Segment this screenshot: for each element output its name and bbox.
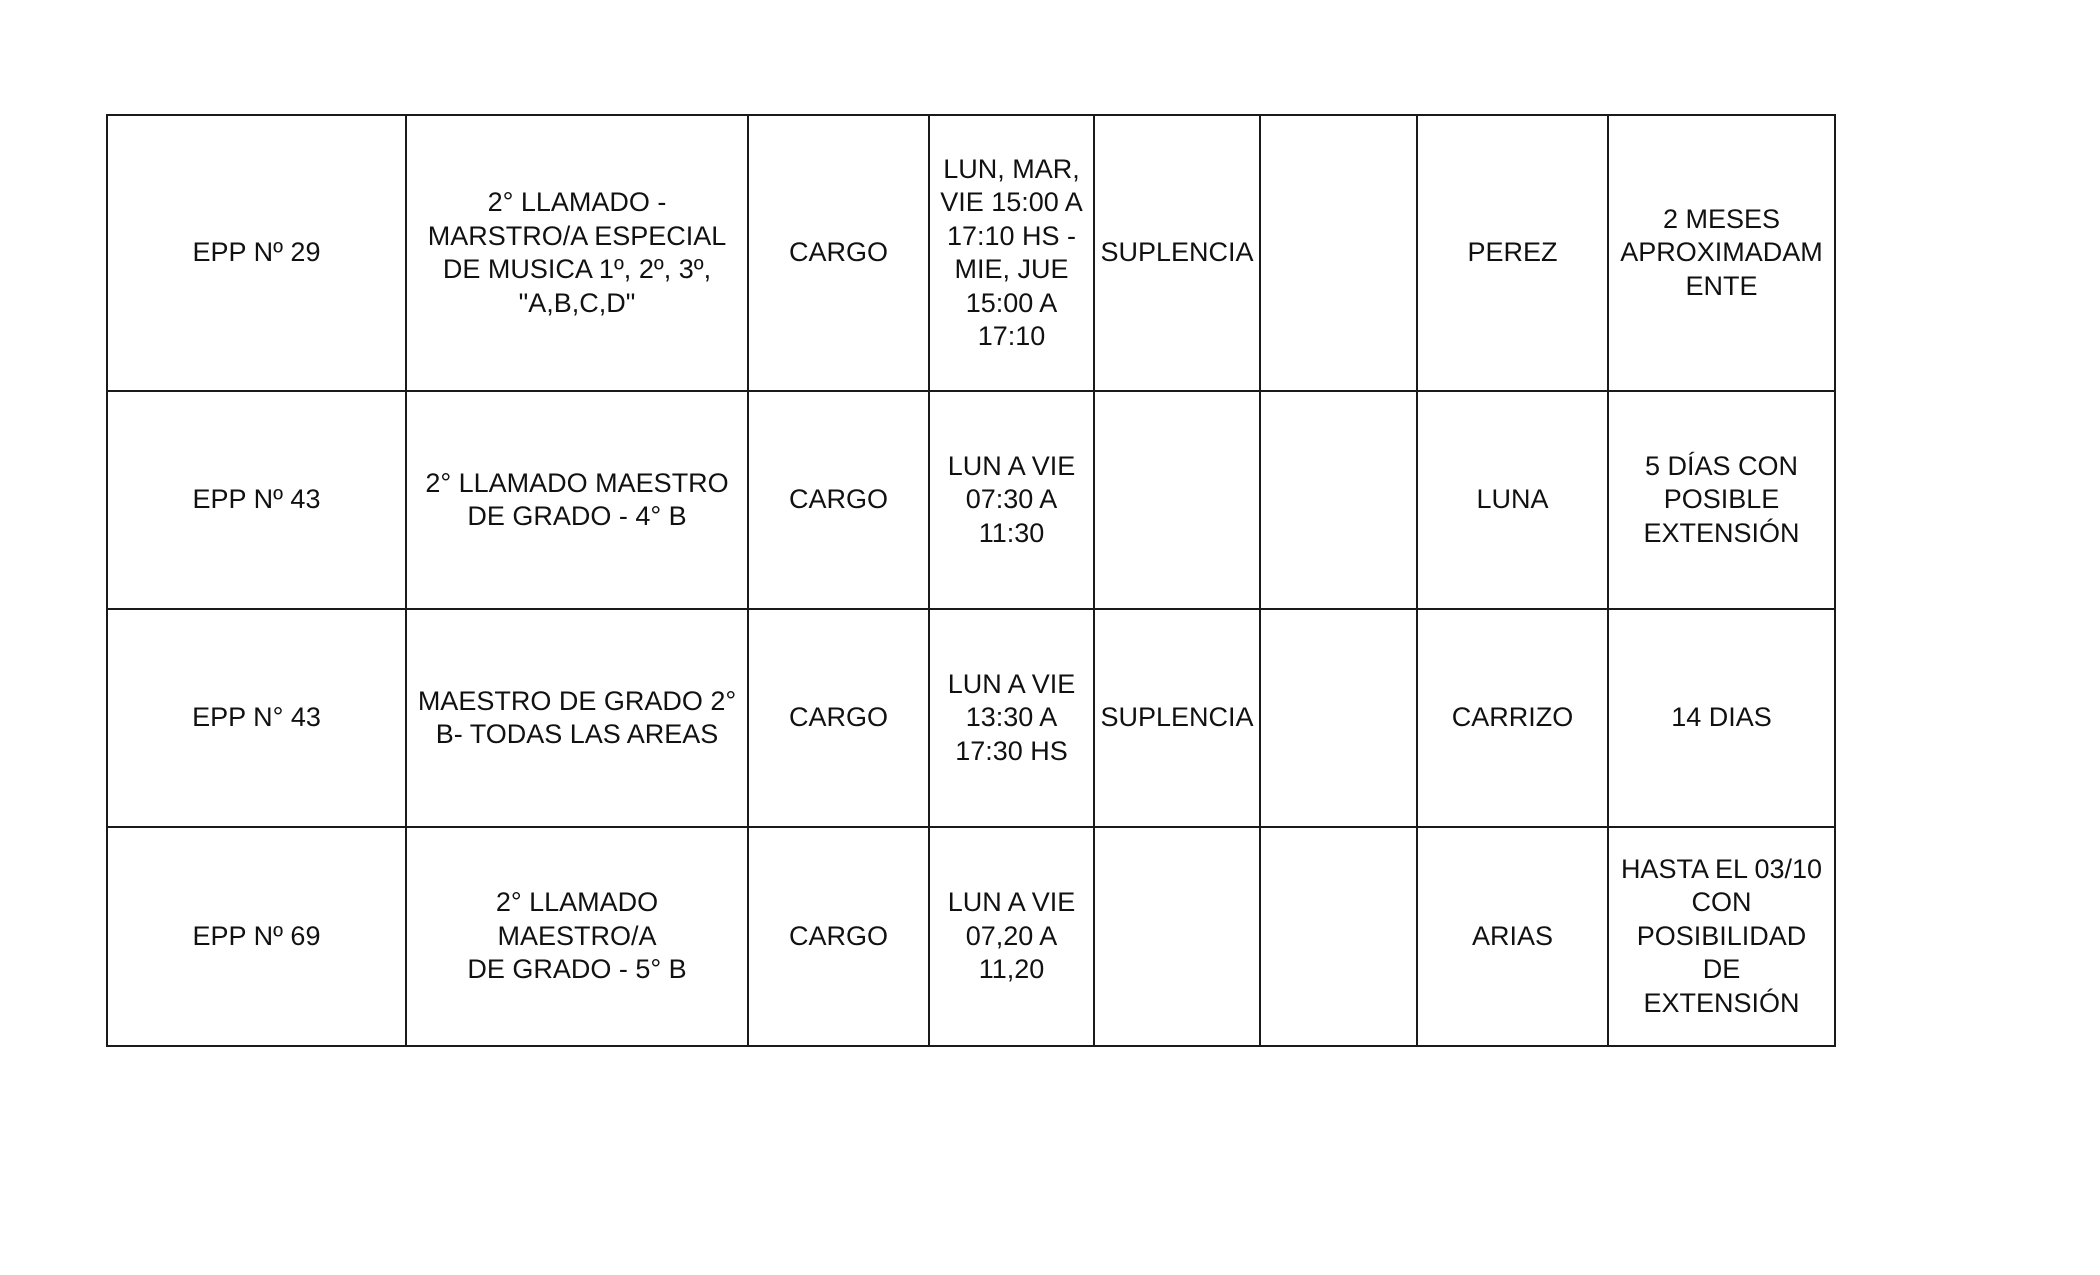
table-row <box>107 115 1835 391</box>
position-cell: 2° LLAMADO - MARSTRO/A ESPECIAL DE MUSICA 1º, 2º, 3º, "A,B,C,D" <box>406 115 748 391</box>
extra-cell <box>1260 391 1417 609</box>
school-cell: EPP Nº 29 <box>107 115 406 391</box>
teacher-cell: ARIAS <box>1417 827 1608 1046</box>
status-cell: SUPLENCIA <box>1094 609 1260 827</box>
table-row <box>107 391 1835 609</box>
duration-cell: 14 DIAS <box>1608 609 1835 827</box>
table-row <box>107 827 1835 1046</box>
table-row <box>107 609 1835 827</box>
position-cell: MAESTRO DE GRADO 2° B- TODAS LAS AREAS <box>406 609 748 827</box>
duration-cell: HASTA EL 03/10 CON POSIBILIDAD DE EXTENSIÓN <box>1608 827 1835 1046</box>
school-cell: EPP Nº 43 <box>107 391 406 609</box>
position-cell: 2° LLAMADO MAESTRO/A DE GRADO - 5° B <box>406 827 748 1046</box>
school-cell: EPP N° 43 <box>107 609 406 827</box>
schedule-cell: LUN A VIE 07:30 A 11:30 <box>929 391 1094 609</box>
vacancies-table <box>106 114 1836 1047</box>
extra-cell <box>1260 115 1417 391</box>
school-cell: EPP Nº 69 <box>107 827 406 1046</box>
teacher-cell: LUNA <box>1417 391 1608 609</box>
type-cell: CARGO <box>748 391 929 609</box>
extra-cell <box>1260 609 1417 827</box>
schedule-cell: LUN A VIE 07,20 A 11,20 <box>929 827 1094 1046</box>
extra-cell <box>1260 827 1417 1046</box>
status-cell <box>1094 391 1260 609</box>
type-cell: CARGO <box>748 827 929 1046</box>
duration-cell: 5 DÍAS CON POSIBLE EXTENSIÓN <box>1608 391 1835 609</box>
position-cell: 2° LLAMADO MAESTRO DE GRADO - 4° B <box>406 391 748 609</box>
schedule-cell: LUN, MAR, VIE 15:00 A 17:10 HS - MIE, JUE 15:00 A 17:10 <box>929 115 1094 391</box>
teacher-cell: CARRIZO <box>1417 609 1608 827</box>
status-cell: SUPLENCIA <box>1094 115 1260 391</box>
type-cell: CARGO <box>748 609 929 827</box>
duration-cell: 2 MESES APROXIMADAM ENTE <box>1608 115 1835 391</box>
schedule-cell: LUN A VIE 13:30 A 17:30 HS <box>929 609 1094 827</box>
teacher-cell: PEREZ <box>1417 115 1608 391</box>
type-cell: CARGO <box>748 115 929 391</box>
status-cell <box>1094 827 1260 1046</box>
